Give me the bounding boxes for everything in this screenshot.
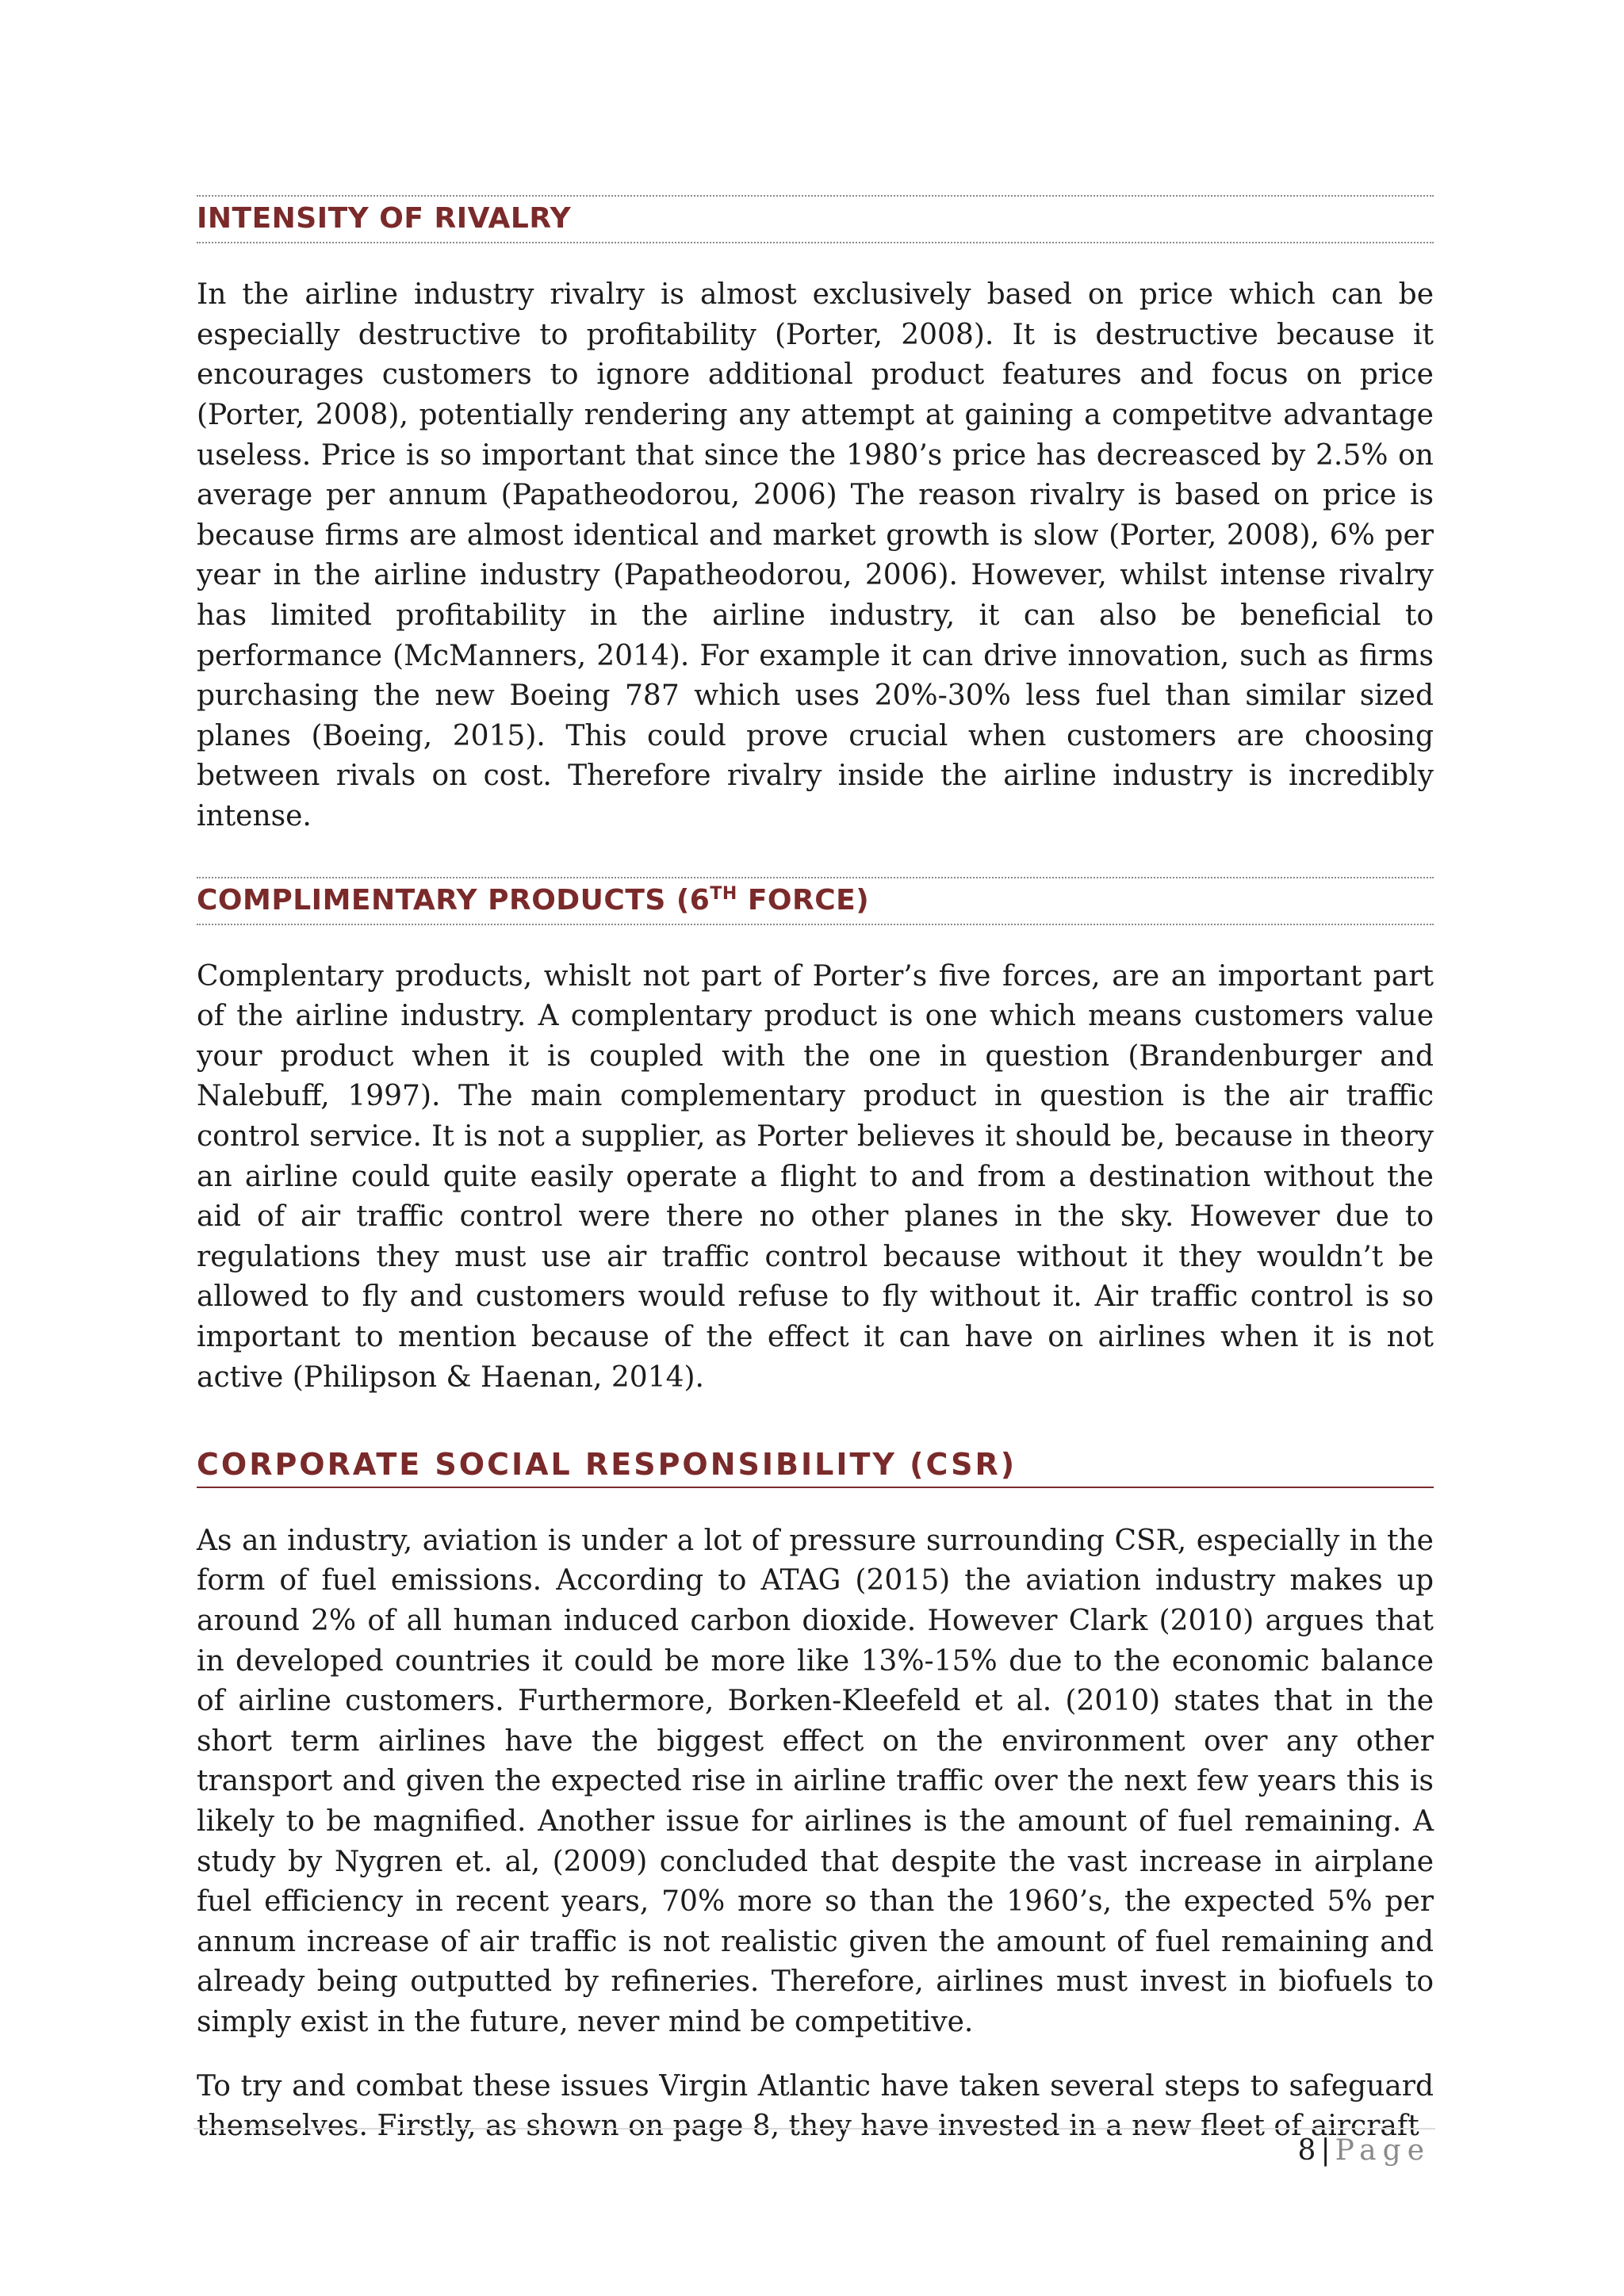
heading-text-post: FORCE) xyxy=(737,883,870,916)
paragraph-complimentary-products: Complentary products, whislt not part of Porter’s five forces, are an important part of the airline industry. A complentary product is one which means customers value your product when it is coupled with the one in question (Brandenburger and Nalebuff, 1997). The main complementary product in question is the air traffic control service. It is not a supplier, as Porter believes it should be, because in theory an airline could quite easily operate a flight to and from a destination without the aid of air traffic control were there no other planes in the sky. However due to regulations they must use air traffic control because without it they wouldn’t be allowed to fly and customers would refuse to fly without it. Air traffic control is so important to mention because of the effect it can have on airlines when it is not active (Philipson & Haenan, 2014). xyxy=(197,959,1434,1394)
page-footer xyxy=(1298,2134,1431,2167)
section-heading-intensity-of-rivalry: INTENSITY OF RIVALRY xyxy=(197,195,1434,243)
heading-superscript: TH xyxy=(710,883,737,904)
footer-separator: | xyxy=(1320,2134,1331,2167)
paragraph-csr-2: To try and combat these issues Virgin Atlantic have taken several steps to safeguard themselves. Firstly, as shown on page 8, they have invested in a new fleet of aircraft xyxy=(197,2069,1434,2143)
footer-divider xyxy=(193,2128,1435,2130)
heading-text-pre: COMPLIMENTARY PRODUCTS (6 xyxy=(197,883,710,916)
section-heading-csr: CORPORATE SOCIAL RESPONSIBILITY (CSR) xyxy=(197,1447,1434,1488)
page-number: 8 xyxy=(1297,2134,1316,2167)
page-label: Page xyxy=(1335,2134,1431,2167)
paragraph-intensity-of-rivalry: In the airline industry rivalry is almost exclusively based on price which can be especially destructive to profitability (Porter, 2008). It is destructive because it encourages customers to ignore additional product features and focus on price (Porter, 2008), potentially rendering any attempt at gaining a competitve advantage useless. Price is so important that since the 1980’s price has decreasced by 2.5% on average per annum (Papatheodorou, 2006) The reason rivalry is based on price is because firms are almost identical and market growth is slow (Porter, 2008), 6% per year in the airline industry (Papatheodorou, 2006). However, whilst intense rivalry has limited profitability in the airline industry, it can also be beneficial to performance (McManners, 2014). For example it can drive innovation, such as firms purchasing the new Boeing 787 which uses 20%-30% less fuel than similar sized planes (Boeing, 2015). This could prove crucial when customers are choosing between rivals on cost. Therefore rivalry inside the airline industry is incredibly intense. xyxy=(197,278,1434,832)
page-content xyxy=(197,195,1434,2147)
paragraph-csr-1: As an industry, aviation is under a lot of pressure surrounding CSR, especially in the form of fuel emissions. According to ATAG (2015) the aviation industry makes up around 2% of all human induced carbon dioxide. However Clark (2010) argues that in developed countries it could be more like 13%-15% due to the economic balance of airline customers. Furthermore, Borken-Kleefeld et al. (2010) states that in the short term airlines have the biggest effect on the environment over any other transport and given the expected rise in airline traffic over the next few years this is likely to be magnified. Another issue for airlines is the amount of fuel remaining. A study by Nygren et. al, (2009) concluded that despite the vast increase in airplane fuel efficiency in recent years, 70% more so than the 1960’s, the expected 5% per annum increase of air traffic is not realistic given the amount of fuel remaining and already being outputted by refineries. Therefore, airlines must invest in biofuels to simply exist in the future, never mind be competitive. xyxy=(197,1524,1434,2038)
section-heading-complimentary-products xyxy=(197,877,1434,925)
